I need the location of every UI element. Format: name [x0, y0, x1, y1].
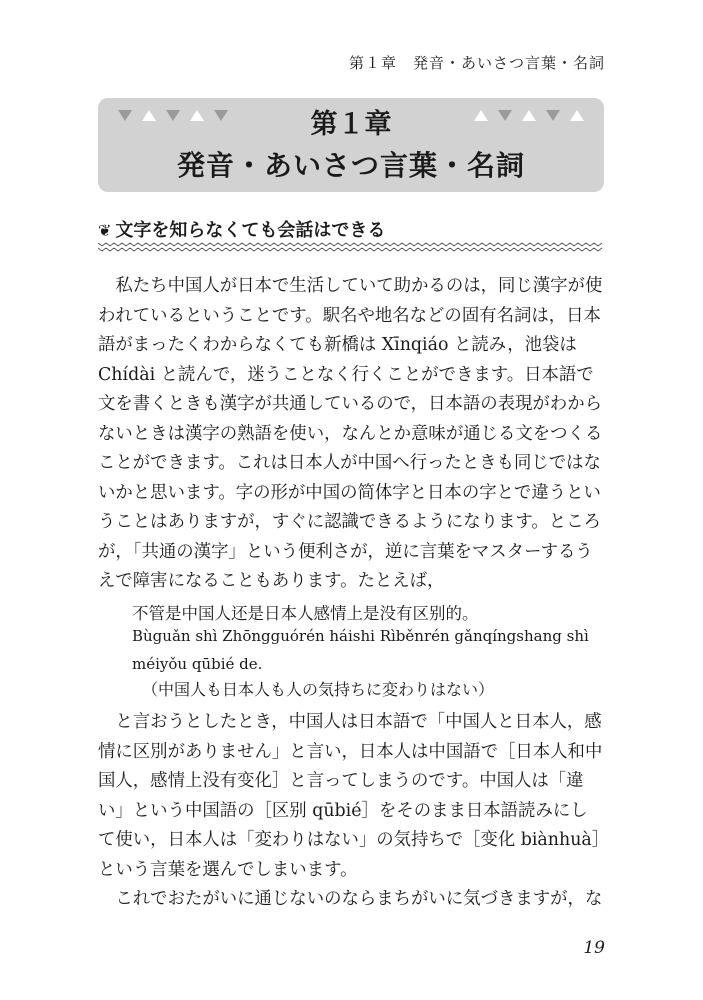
section-heading-text: 文字を知らなくても会話はできる	[115, 220, 386, 241]
example-sentence-chinese: 不管是中国人还是日本人感情上是没有区别的。	[132, 604, 479, 623]
example-translation: （中国人も日本人も人の気持ちに変わりはない）	[142, 680, 495, 699]
paragraph-text: 私たち中国人が日本で生活していて助かるのは，同じ漢字が使われているということです。駅名や地名などの固有名詞は，日本語がまったくわからなくても新橋は Xīnqiáo と読み，池袋は Chídài と読んで，迷うことなく行くことができます。日本語で文を書くときも漢字が共通しているので，日本語の表現がわからないときは漢字の熟語を使い，なんとか意味が通じる文をつくることができます。これは日本人が中国へ行ったときも同じではないかと思います。字の形が中国の简体字と日本の字とで違うということはありますが，すぐに認識できるようになります。ところが，「共通の漢字」という便利さが，逆に言葉をマスターするうえで障害になることもあります。たとえば，	[98, 276, 603, 591]
page-number: 19	[583, 938, 605, 958]
body-paragraph-1	[98, 272, 604, 597]
chapter-number: 第１章	[310, 109, 392, 140]
section-heading	[98, 216, 604, 242]
chapter-title: 発音・あいさつ言葉・名詞	[176, 149, 525, 182]
flower-bullet-icon: ❦	[98, 221, 112, 240]
example-sentence-pinyin: Bùguǎn shì Zhōngguórén háishi Rìběnrén gǎnqíngshang shì méiyǒu qūbié de.	[132, 627, 589, 673]
paragraph-text: これでおたがいに通じないのならまちがいに気づきますが，な	[115, 889, 603, 909]
chapter-banner	[98, 98, 604, 192]
paragraph-text: と言おうとしたとき，中国人は日本語で「中国人と日本人，感情に区別がありません」と言い，日本人は中国語で［日本人和中国人，感情上没有变化］と言ってしまうのです。中国人は「違い」という中国語の［区别 qūbié］をそのまま日本語読みにして使い，日本人は「変わりはない」の気持ちで［变化 biànhuà］という言葉を選んでしまいます。	[98, 712, 603, 880]
body-paragraph-2	[98, 708, 604, 915]
zigzag-divider	[98, 240, 604, 254]
running-header: 第１章 発音・あいさつ言葉・名詞	[348, 54, 605, 72]
